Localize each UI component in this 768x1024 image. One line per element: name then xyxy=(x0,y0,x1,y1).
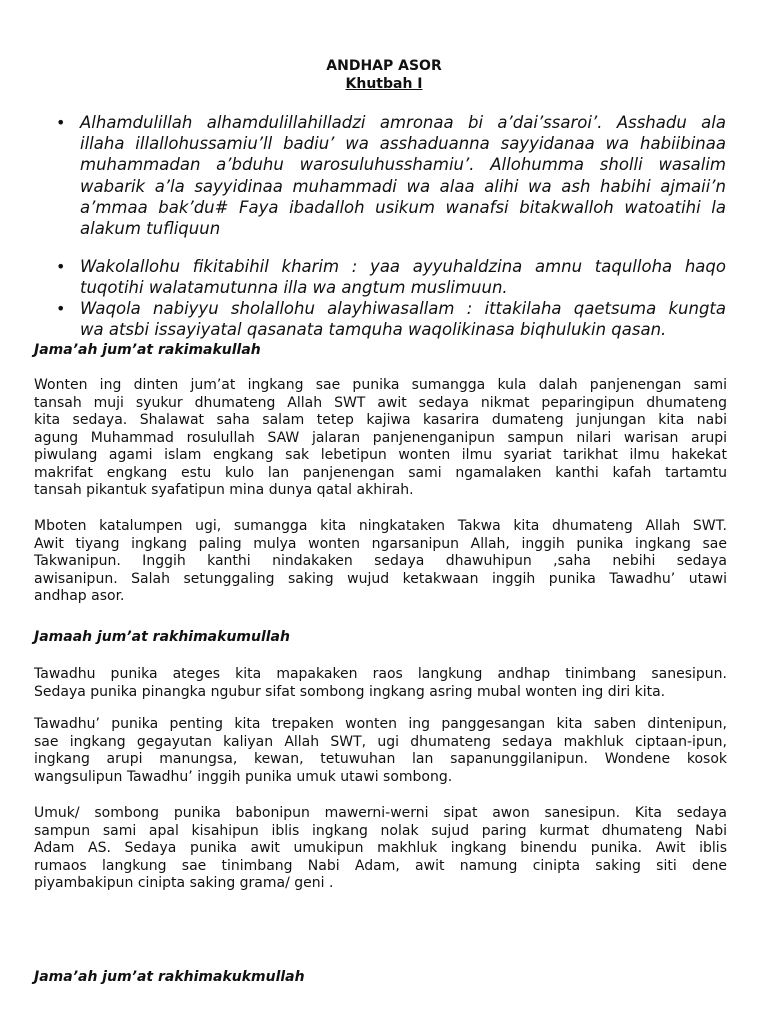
text-line: tuqotihi walatamutunna illa wa angtum muslimuun. xyxy=(80,278,508,298)
text-line: makrifat engkang estu kulo lan panjenengan sami ngamalaken kanthi kafah tartamtu xyxy=(34,464,727,481)
paragraph xyxy=(34,666,727,701)
text-line: sae ingkang gegayutan kaliyan Allah SWT, ugi dhumateng sedaya makhluk ciptaan-ipun, xyxy=(34,733,727,750)
text-line: Umuk/ sombong punika babonipun mawerni-werni sipat awon sanesipun. Kita sedaya xyxy=(34,805,727,821)
text-line: Alhamdulillah alhamdulillahilladzi amronaa bi a’dai’ssaroi’. Asshadu ala xyxy=(80,113,726,132)
text-line: piyambakipun cinipta saking grama/ geni . xyxy=(34,875,334,891)
bullet-icon: • xyxy=(56,257,66,276)
text-line: Awit tiyang ingkang paling mulya wonten ngarsanipun Allah, inggih punika ingkang sae xyxy=(34,535,727,552)
text-line: Takwanipun. Inggih kanthi nindakaken sedaya dhawuhipun ,saha nebihi sedaya xyxy=(34,553,727,569)
paragraph xyxy=(34,805,727,893)
text-line: rumaos langkung sae tinimbang Nabi Adam, awit namung cinipta saking siti dene xyxy=(34,857,727,874)
text-line: kita sedaya. Shalawat saha salam tetep kajiwa kasarira dumateng junjungan kita nabi xyxy=(34,412,727,428)
text-line: awisanipun. Salah setunggaling saking wujud ketakwaan inggih punika Tawadhu’ utawi xyxy=(34,570,727,587)
text-line: Wakolallohu fikitabihil kharim : yaa ayyuhaldzina amnu taqulloha haqo xyxy=(80,257,726,276)
document-subtitle: Khutbah I xyxy=(345,76,423,92)
text-line: wangsulipun Tawadhu’ inggih punika umuk utawi sombong. xyxy=(34,768,453,785)
text-line: tansah muji syukur dhumateng Allah SWT awit sedaya nikmat peparingipun dhumateng xyxy=(34,394,727,411)
text-line: Waqola nabiyyu sholallohu alayhiwasallam : ittakilaha qaetsuma kungta xyxy=(80,299,726,318)
text-line: a’mmaa bak’du# Faya ibadalloh usikum wanafsi bitakwalloh watoatihi la xyxy=(80,197,726,217)
text-line: sampun sami apal kisahipun iblis ingkang nolak sujud paring kurmat dhumateng Nabi xyxy=(34,822,727,839)
text-line: agung Muhammad rosulullah SAW jalaran panjenenganipun sampun nilari warisan arupi xyxy=(34,429,727,446)
text-line: piwulang agami islam engkang sak lebetipun wonten ilmu syariat tarikhat ilmu hakekat xyxy=(34,447,727,463)
bullet-item xyxy=(56,256,726,298)
section-heading: Jamaah jum’at rakhimakumullah xyxy=(34,629,290,645)
bullet-item xyxy=(56,298,726,340)
text-line: Tawadhu punika ateges kita mapakaken raos langkung andhap tinimbang sanesipun. xyxy=(34,666,727,682)
bullet-item xyxy=(56,112,726,239)
paragraph xyxy=(34,377,727,500)
text-line: alakum tufliquun xyxy=(80,218,221,238)
text-line: tansah pikantuk syafatipun mina dunya qatal akhirah. xyxy=(34,482,414,498)
text-line: Mboten katalumpen ugi, sumangga kita ningkataken Takwa kita dhumateng Allah SWT. xyxy=(34,518,727,534)
text-line: andhap asor. xyxy=(34,588,125,604)
text-line: wa atsbi issayiyatal qasanata tamquha waqolikinasa biqhulukin qasan. xyxy=(80,320,667,340)
text-line: illaha illallohussamiu’ll badiu’ wa asshaduanna sayyidanaa wa habiibinaa xyxy=(80,134,726,154)
text-line: Wonten ing dinten jum’at ingkang sae punika sumangga kula dalah panjenengan sami xyxy=(34,377,727,393)
paragraph xyxy=(34,518,727,606)
bullet-icon: • xyxy=(56,299,66,318)
text-line: muhammadan a’bduhu warosuluhusshamiu’. Allohumma sholli wasalim xyxy=(80,155,726,175)
section-heading: Jama’ah jum’at rakimakullah xyxy=(34,342,261,358)
section-heading: Jama’ah jum’at rakhimakukmullah xyxy=(34,969,305,985)
bullet-icon: • xyxy=(56,113,66,132)
paragraph xyxy=(34,716,727,786)
text-line: Sedaya punika pinangka ngubur sifat sombong ingkang asring mubal wonten ing diri kita. xyxy=(34,683,666,700)
text-line: ingkang arupi manungsa, kewan, tetuwuhan lan sapanunggilanipun. Wondene kosok xyxy=(34,751,727,767)
text-line: Tawadhu’ punika penting kita trepaken wonten ing panggesangan kita saben dintenipun, xyxy=(34,716,727,732)
text-line: wabarik a’la sayyidinaa muhammadi wa alaa alihi wa ash habihi ajmaii’n xyxy=(80,176,726,196)
document-title: ANDHAP ASOR xyxy=(326,58,442,74)
text-line: Adam AS. Sedaya punika awit umukipun makhluk ingkang binendu punika. Awit iblis xyxy=(34,840,727,856)
